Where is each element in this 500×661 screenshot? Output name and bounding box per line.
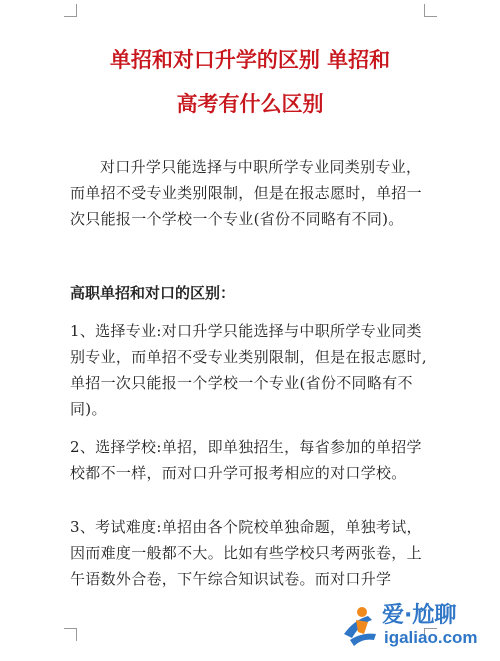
point-3-paragraph: 3、考试难度:单招由各个院校单独命题，单独考试，因而难度一般都不大。比如有些学校只考两张卷，上午语数外合卷，下午综合知识试卷。而对口升学 <box>70 518 422 588</box>
page-title-line-2: 高考有什么区别 <box>176 91 324 116</box>
point-1-paragraph: 1、选择专业:对口升学只能选择与中职所学专业同类别专业，而单招不受专业类别限制，但是在报志愿时,单招一次只能报一个学校一个专业(省份不同略有不同)。 <box>70 322 427 418</box>
section-heading: 高职单招和对口的区别： <box>70 284 236 302</box>
page-corner-mark-bottom-left <box>64 628 77 641</box>
page-corner-mark-top-left <box>64 4 77 17</box>
watermark-url: igaliao.com <box>384 628 478 647</box>
site-watermark <box>338 596 498 656</box>
running-person-logo-icon <box>338 604 382 650</box>
watermark-brand: 爱·尬聊 <box>382 603 457 628</box>
page-corner-mark-top-right <box>424 4 437 17</box>
intro-paragraph: 对口升学只能选择与中职所学专业同类别专业，而单招不受专业类别限制，但是在报志愿时，单招一次只能报一个学校一个专业(省份不同略有不同)。 <box>70 158 422 228</box>
point-2-paragraph: 2、选择学校:单招，即单独招生，每省参加的单招学校都不一样，而对口升学可报考相应的对口学校。 <box>70 438 422 482</box>
page-title-line-1: 单招和对口升学的区别 单招和 <box>109 47 391 72</box>
